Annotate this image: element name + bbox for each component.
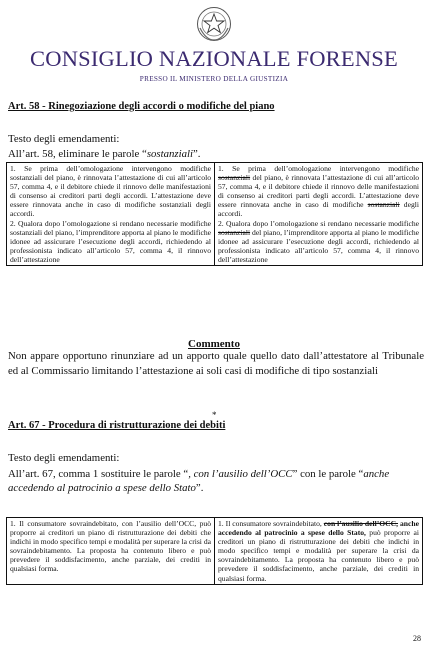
art67-amended-text: 1. Il consumatore sovraindebitato, con l’ausilio dell’OCC, anche accedendo al patrocinio a spese dello Stato, può proporre ai creditori un piano di ristrutturazione dei debiti che indichi in modo specifico tempi e modalità per superare la crisi da sovraindebitamento. La proposta ha contenuto libero e può prevedere il soddisfacimento, anche parziale, dei crediti in qualsiasi forma. — [215, 518, 423, 585]
section-separator: * — [212, 410, 217, 420]
art58-emendamenti-label: Testo degli emendamenti: — [8, 133, 120, 145]
art67-original-text: 1. Il consumatore sovraindebitato, con l’ausilio dell’OCC, può proporre ai creditori un piano di ristrutturazione dei debiti che indichi in modo specifico tempi e modalità per superare la crisi da sovraindebitamento. La proposta ha contenuto libero e può prevedere il soddisfacimento, anche parziale, dei crediti in qualsiasi forma. — [7, 518, 215, 585]
art58-instruction: All’art. 58, eliminare le parole “sostanziali”. — [8, 148, 201, 160]
art58-heading: Art. 58 - Rinegoziazione degli accordi o modifiche del piano — [8, 101, 275, 112]
art67-heading: Art. 67 - Procedura di ristrutturazione dei debiti — [8, 420, 226, 431]
art58-amended-text: 1. Se prima dell’omologazione intervengono modifiche sostanziali del piano, è rinnovata l’attestazione di cui all’articolo 57, comma 4, e il debitore chiede il rinnovo delle manifestazioni di consenso ai creditori parti degli accordi. L’attestazione deve essere rinnovata anche in caso di modifiche sostanziali degli accordi. 2. Qualora dopo l’omologazione si rendano necessarie modifiche sostanziali del piano, l’imprenditore apporta al piano le modifiche idonee ad assicurare l’esecuzione degli accordi, richiedendo al professionista indicato all’articolo 57, comma 4, il rinnovo dell’attestazione — [215, 163, 423, 266]
art58-comparison-table — [6, 162, 423, 266]
art67-instruction: All’art. 67, comma 1 sostituire le parole “, con l’ausilio dell’OCC” con le parole “anche accedendo al patrocinio a spese dello Stato”. — [8, 468, 390, 494]
organization-subtitle: PRESSO IL MINISTERO DELLA GIUSTIZIA — [139, 75, 289, 83]
organization-title: CONSIGLIO NAZIONALE FORENSE — [30, 46, 398, 71]
art67-emendamenti-label: Testo degli emendamenti: — [8, 452, 120, 464]
art67-comparison-table — [6, 517, 423, 585]
commento-title: Commento — [188, 338, 240, 350]
italian-republic-emblem-icon — [196, 6, 232, 42]
art58-original-text: 1. Se prima dell’omologazione intervengono modifiche sostanziali del piano, è rinnovata l’attestazione di cui all’articolo 57, comma 4, e il debitore chiede il rinnovo delle manifestazioni di consenso ai creditori parti degli accordi. L’attestazione deve essere rinnovata anche in caso di modifiche sostanziali degli accordi. 2. Qualora dopo l’omologazione si rendano necessarie modifiche sostanziali del piano, l’imprenditore apporta al piano le modifiche idonee ad assicurare l’esecuzione degli accordi, richiedendo al professionista indicato all’articolo 57, comma 4, il rinnovo dell’attestazione — [7, 163, 215, 266]
commento-body: Non appare opportuno rinunziare ad un apporto quale quello dato dall’attestatore al Tribunale ed al Commissario limitando l’attestazione ai soli casi di modifiche di tipo sostanziali — [8, 350, 424, 377]
page-number: 28 — [413, 634, 421, 643]
